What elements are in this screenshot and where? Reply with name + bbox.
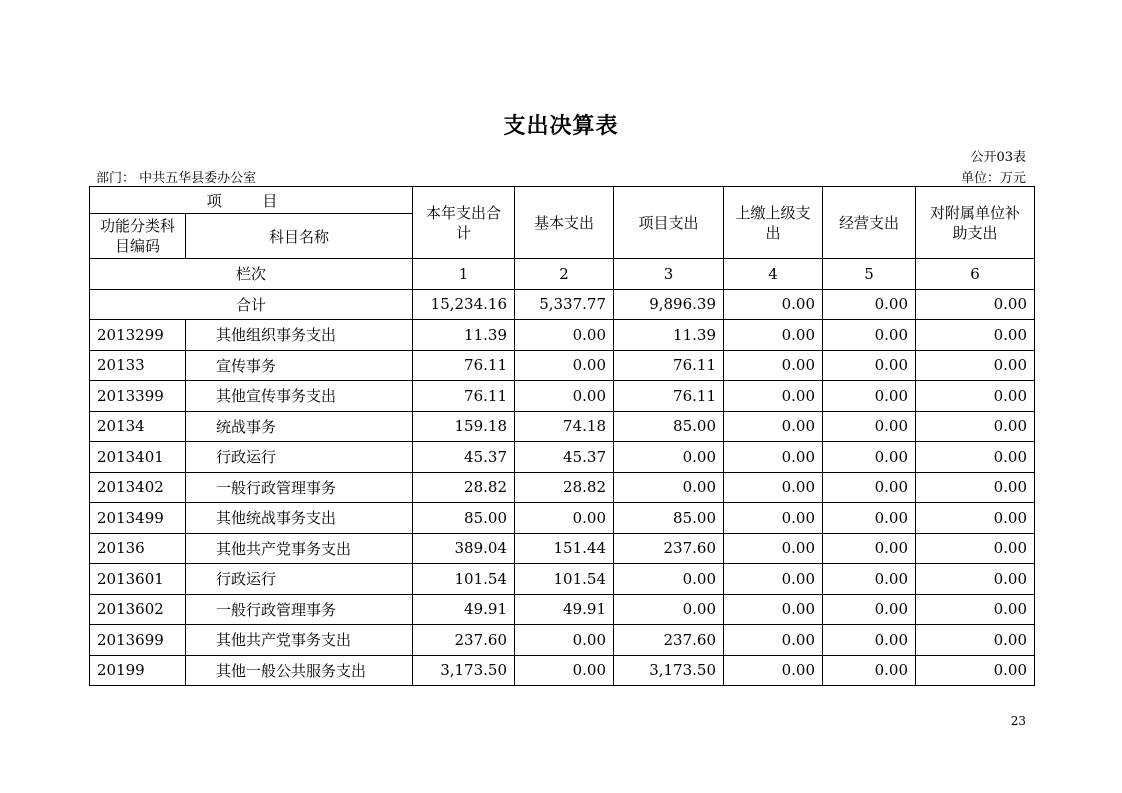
subject-name-header: 科目名称 [186,214,413,259]
total-value: 0.00 [823,289,916,320]
amount-cell: 11.39 [413,320,515,351]
amount-cell: 49.91 [413,594,515,625]
amount-cell: 0.00 [916,442,1035,473]
col-number: 5 [823,259,916,290]
table-body [90,320,1035,686]
amount-cell: 28.82 [515,472,614,503]
subject-name: 其他宣传事务支出 [186,381,413,412]
subject-name: 其他组织事务支出 [186,320,413,351]
amount-cell: 85.00 [614,411,724,442]
amount-cell: 0.00 [823,442,916,473]
subject-code: 20136 [90,533,186,564]
amount-cell: 0.00 [823,655,916,686]
amount-cell: 0.00 [724,442,823,473]
table-row [90,411,1035,442]
total-value: 5,337.77 [515,289,614,320]
amount-cell: 85.00 [614,503,724,534]
func-code-header: 功能分类科目编码 [90,214,186,259]
total-value: 0.00 [916,289,1035,320]
table-row [90,381,1035,412]
col-number: 1 [413,259,515,290]
total-value: 9,896.39 [614,289,724,320]
amount-cell: 0.00 [614,594,724,625]
amount-cell: 0.00 [724,350,823,381]
subject-code: 2013499 [90,503,186,534]
table-row [90,472,1035,503]
table-row [90,533,1035,564]
amount-cell: 0.00 [823,411,916,442]
amount-cell: 0.00 [724,594,823,625]
amount-cell: 0.00 [823,320,916,351]
amount-cell: 101.54 [413,564,515,595]
amount-cell: 0.00 [724,381,823,412]
amount-cell: 0.00 [823,625,916,656]
page-number: 23 [1010,714,1026,728]
amount-cell: 0.00 [614,442,724,473]
amount-cell: 0.00 [916,655,1035,686]
table-row [90,350,1035,381]
page-title: 支出决算表 [503,113,619,139]
amount-cell: 0.00 [515,655,614,686]
table-row [90,442,1035,473]
subject-code: 20134 [90,411,186,442]
subject-code: 2013601 [90,564,186,595]
row-number-label: 栏次 [90,259,413,290]
subject-code: 2013401 [90,442,186,473]
amount-cell: 159.18 [413,411,515,442]
amount-cell: 0.00 [823,472,916,503]
col-header: 本年支出合计 [413,187,515,259]
subject-code: 2013402 [90,472,186,503]
table-row [90,594,1035,625]
subject-name: 行政运行 [186,564,413,595]
amount-cell: 85.00 [413,503,515,534]
subject-code: 2013399 [90,381,186,412]
amount-cell: 11.39 [614,320,724,351]
amount-cell: 0.00 [823,564,916,595]
amount-cell: 0.00 [724,655,823,686]
table-row [90,320,1035,351]
amount-cell: 151.44 [515,533,614,564]
total-value: 0.00 [724,289,823,320]
expenditure-table [89,186,1035,686]
amount-cell: 76.11 [614,350,724,381]
col-number: 2 [515,259,614,290]
amount-cell: 0.00 [916,625,1035,656]
amount-cell: 0.00 [823,503,916,534]
subject-code: 20199 [90,655,186,686]
amount-cell: 0.00 [823,381,916,412]
subject-name: 宣传事务 [186,350,413,381]
amount-cell: 76.11 [413,350,515,381]
subject-code: 2013299 [90,320,186,351]
col-header: 项目支出 [614,187,724,259]
amount-cell: 0.00 [724,533,823,564]
col-number: 3 [614,259,724,290]
table-row [90,564,1035,595]
amount-cell: 0.00 [823,594,916,625]
amount-cell: 0.00 [916,411,1035,442]
amount-cell: 0.00 [916,564,1035,595]
total-value: 15,234.16 [413,289,515,320]
amount-cell: 49.91 [515,594,614,625]
amount-cell: 0.00 [916,594,1035,625]
col-header: 上缴上级支出 [724,187,823,259]
col-header: 基本支出 [515,187,614,259]
item-header: 项 目 [90,187,413,214]
table-header [90,187,1035,320]
amount-cell: 0.00 [515,381,614,412]
form-code: 公开03表 [970,150,1026,165]
amount-cell: 76.11 [413,381,515,412]
subject-name: 其他共产党事务支出 [186,625,413,656]
subject-name: 一般行政管理事务 [186,472,413,503]
amount-cell: 0.00 [515,350,614,381]
subject-name: 其他统战事务支出 [186,503,413,534]
col-number: 4 [724,259,823,290]
amount-cell: 74.18 [515,411,614,442]
col-number: 6 [916,259,1035,290]
amount-cell: 0.00 [515,503,614,534]
subject-code: 2013602 [90,594,186,625]
amount-cell: 0.00 [823,533,916,564]
total-label: 合计 [90,289,413,320]
amount-cell: 0.00 [614,472,724,503]
table-row [90,503,1035,534]
amount-cell: 0.00 [916,350,1035,381]
subject-name: 其他一般公共服务支出 [186,655,413,686]
unit-label: 单位：万元 [960,171,1026,186]
department-label: 部门： 中共五华县委办公室 [96,171,257,186]
subject-code: 20133 [90,350,186,381]
amount-cell: 45.37 [413,442,515,473]
total-row [90,289,1035,320]
table-row [90,625,1035,656]
amount-cell: 0.00 [724,625,823,656]
amount-cell: 0.00 [916,503,1035,534]
amount-cell: 0.00 [515,320,614,351]
amount-cell: 0.00 [724,503,823,534]
amount-cell: 101.54 [515,564,614,595]
amount-cell: 3,173.50 [413,655,515,686]
amount-cell: 0.00 [614,564,724,595]
subject-name: 一般行政管理事务 [186,594,413,625]
amount-cell: 28.82 [413,472,515,503]
col-header: 对附属单位补助支出 [916,187,1035,259]
amount-cell: 0.00 [515,625,614,656]
amount-cell: 0.00 [724,564,823,595]
amount-cell: 45.37 [515,442,614,473]
amount-cell: 0.00 [916,320,1035,351]
amount-cell: 76.11 [614,381,724,412]
amount-cell: 0.00 [724,320,823,351]
amount-cell: 237.60 [614,625,724,656]
subject-code: 2013699 [90,625,186,656]
table-row [90,655,1035,686]
subject-name: 行政运行 [186,442,413,473]
amount-cell: 237.60 [614,533,724,564]
subject-name: 统战事务 [186,411,413,442]
amount-cell: 0.00 [724,472,823,503]
amount-cell: 3,173.50 [614,655,724,686]
amount-cell: 237.60 [413,625,515,656]
amount-cell: 0.00 [916,533,1035,564]
amount-cell: 389.04 [413,533,515,564]
amount-cell: 0.00 [916,381,1035,412]
amount-cell: 0.00 [916,472,1035,503]
amount-cell: 0.00 [823,350,916,381]
amount-cell: 0.00 [724,411,823,442]
subject-name: 其他共产党事务支出 [186,533,413,564]
col-header: 经营支出 [823,187,916,259]
